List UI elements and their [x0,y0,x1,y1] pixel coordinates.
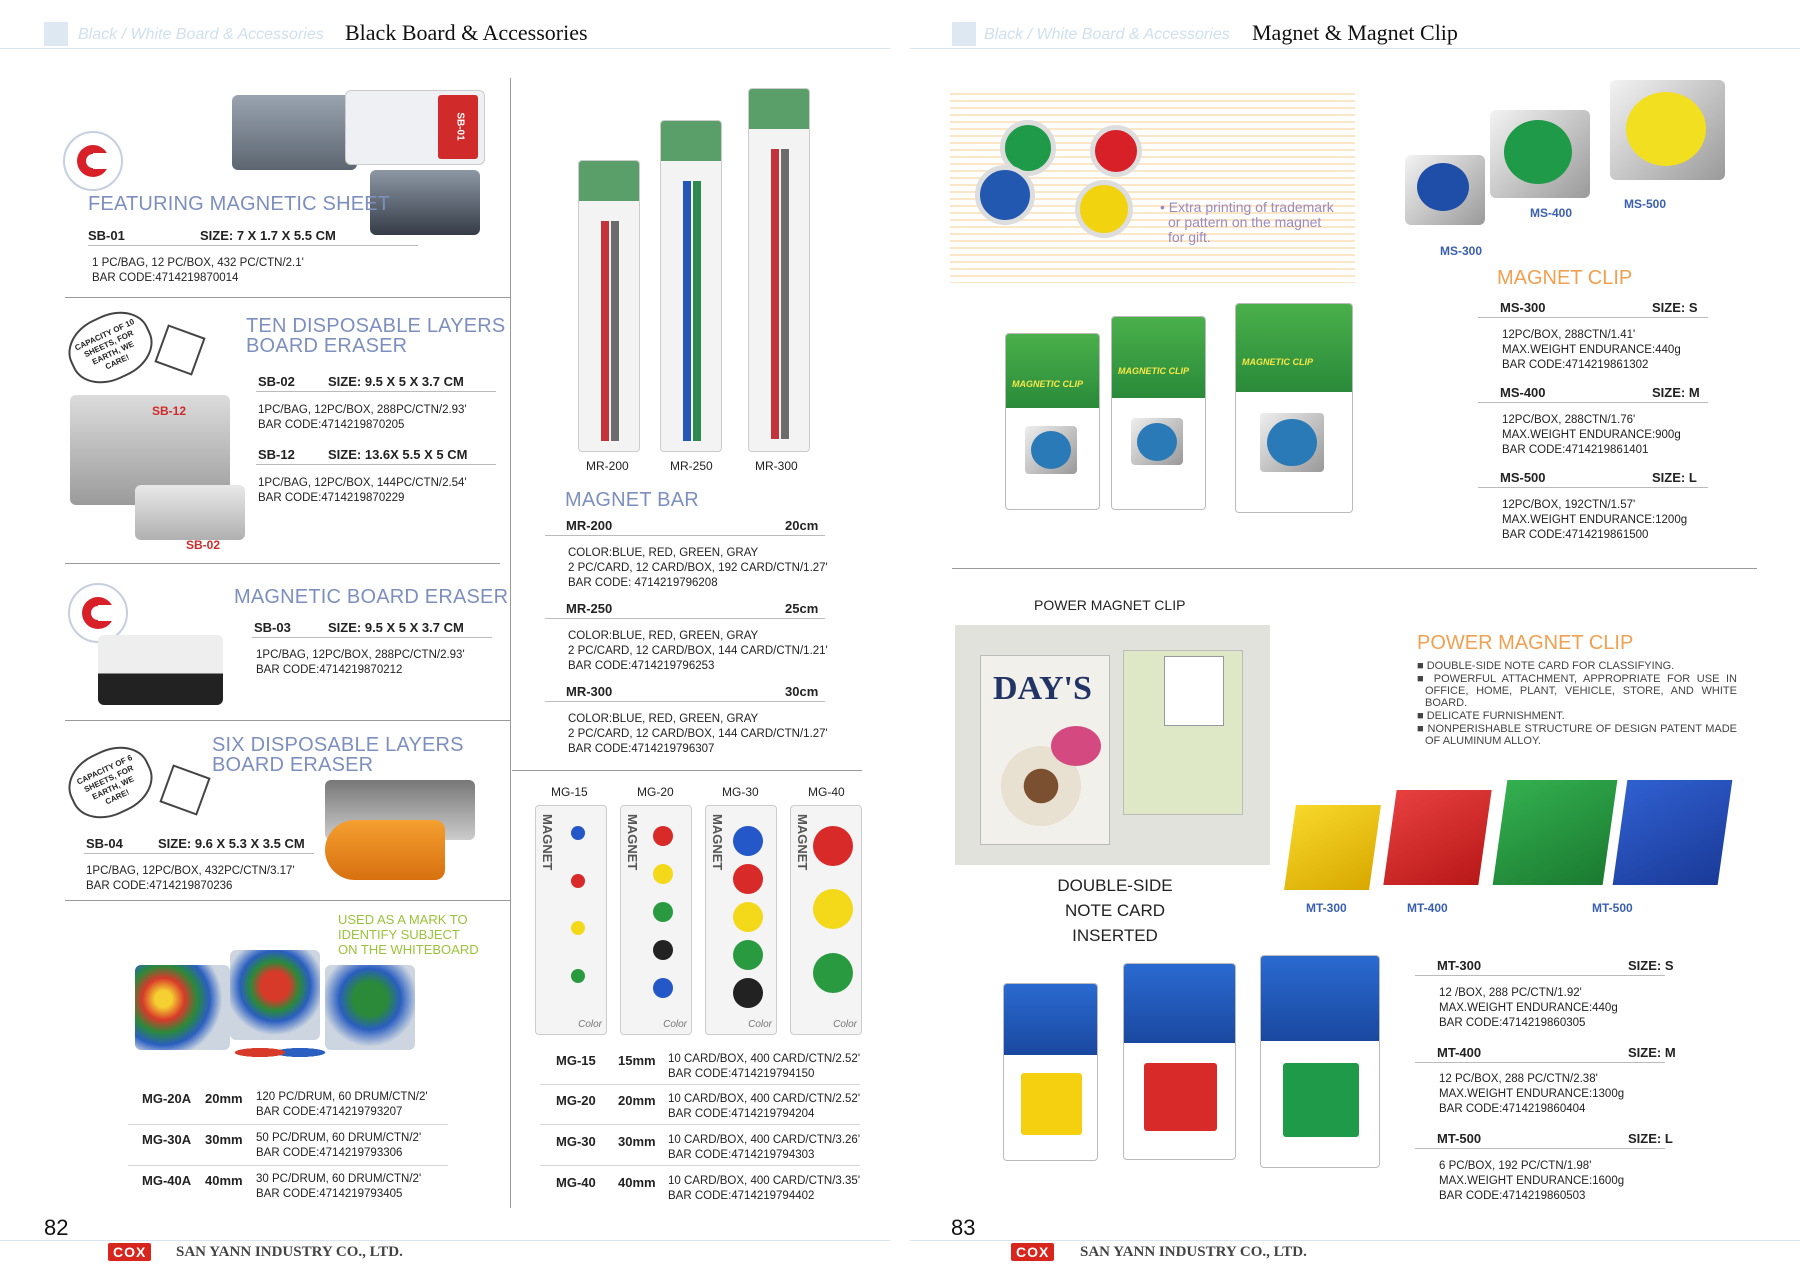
mt500-code: MT-500 [1437,1131,1482,1146]
mr250-size: 25cm [785,601,819,616]
mr300-code: MR-300 [566,684,613,699]
capacity-badge: CAPACITY OF 10 SHEETS, FOR EARTH, WE CARE! [58,300,163,395]
ms300-size: SIZE: S [1652,300,1698,315]
magazine-title: DAY'S [993,670,1092,707]
mg15-photo-label: MG-15 [551,785,588,799]
ms300-clip-photo [1405,155,1485,225]
sb02-eraser-photo [135,485,245,540]
sb04-size: SIZE: 9.6 X 5.3 X 3.5 CM [158,836,305,851]
mg40a-size: 40mm [205,1173,243,1188]
mg40-details: 10 CARD/BOX, 400 CARD/CTN/3.35' BAR CODE:4714219794402 [668,1175,861,1202]
mr200-photo-label: MR-200 [586,459,629,473]
mg-card-word: MAGNET [625,814,640,871]
magnet-dot [733,902,763,932]
mg-card-photo [535,805,607,1035]
section-divider [65,297,510,298]
ms500-size: SIZE: L [1652,470,1697,485]
ms400-clip-photo [1490,110,1590,198]
power-photo-title: POWER MAGNET CLIP [1034,597,1186,613]
section-divider [952,568,1757,569]
drum-note: USED AS A MARK TO IDENTIFY SUBJECT ON THE WHITEBOARD [338,912,479,957]
mt-yellow-clip-photo [1284,805,1381,890]
sb04-details: 1PC/BAG, 12PC/BOX, 432PC/CTN/3.17' BAR CODE:4714219870236 [86,865,295,892]
mg15-details: 10 CARD/BOX, 400 CARD/CTN/2.52' BAR CODE:4714219794150 [668,1053,861,1080]
mg-card-word: MAGNET [540,814,555,871]
sb12-photo-label: SB-12 [152,404,187,418]
mt-green-clip-photo [1493,780,1618,885]
sb03-details: 1PC/BAG, 12PC/BOX, 288PC/CTN/2.93' BAR CODE:4714219870212 [256,649,465,676]
mg-card-photo [705,805,777,1035]
mg30-size: 30mm [618,1134,656,1149]
ms300-details: 12PC/BOX, 288CTN/1.41' MAX.WEIGHT ENDURANCE:440g BAR CODE:4714219861302 [1502,329,1681,371]
footer-company: SAN YANN INDUSTRY CO., LTD. [1080,1244,1307,1260]
mr200-details: COLOR:BLUE, RED, GREEN, GRAY 2 PC/CARD, 12 CARD/BOX, 192 CARD/CTN/1.27' BAR CODE: 4714219796208 [568,547,828,589]
gift-note: • Extra printing of trademark or pattern on the magnet for gift. [1160,199,1334,245]
mg-card-word: MAGNET [710,814,725,871]
mr300-package-photo [748,88,810,452]
magnet-dot [653,940,673,960]
sb02-size: SIZE: 9.5 X 5 X 3.7 CM [328,374,464,389]
ms300-code: MS-300 [1500,300,1546,315]
mg40-code: MG-40 [556,1175,596,1190]
ms500-photo-label: MS-500 [1624,197,1667,211]
header-rule [0,48,890,49]
mt300-photo-label: MT-300 [1306,901,1347,915]
mg15-code: MG-15 [556,1053,596,1068]
magnet-dot [571,826,585,840]
mg40-photo-label: MG-40 [808,785,845,799]
cox-logo: COX [108,1243,151,1261]
mt500-size: SIZE: L [1628,1131,1673,1146]
header-square-icon [952,22,976,46]
ms-package-text: MAGNETIC CLIP [1242,356,1313,367]
power-clip-photo [955,625,1270,865]
ms400-details: 12PC/BOX, 288CTN/1.76' MAX.WEIGHT ENDURANCE:900g BAR CODE:4714219861401 [1502,414,1681,456]
mt300-details: 12 /BOX, 288 PC/CTN/1.92' MAX.WEIGHT ENDURANCE:440g BAR CODE:4714219860305 [1439,987,1618,1029]
power-magnet-clip-title: POWER MAGNET CLIP [1417,632,1634,654]
page-number: 82 [44,1215,69,1240]
magnet-dot [733,940,763,970]
mg40-size: 40mm [618,1175,656,1190]
mt-package-photo [1003,983,1098,1161]
mr200-code: MR-200 [566,518,613,533]
gift-clip-blue [975,165,1035,225]
magnet-dot [733,864,763,894]
sb01-package-label: SB-01 [454,112,466,141]
eraser-sheet-icon [159,764,210,815]
sb02-code: SB-02 [258,374,295,389]
mg20-details: 10 CARD/BOX, 400 CARD/CTN/2.52' BAR CODE:4714219794204 [668,1093,861,1120]
mg20a-code: MG-20A [142,1091,192,1106]
mt-blue-clip-photo [1613,780,1733,885]
magnet-dot [733,826,763,856]
sb04-code: SB-04 [86,836,123,851]
magnet-dot [571,874,585,888]
mg-card-color-label: Color [578,1019,602,1030]
ms500-code: MS-500 [1500,470,1546,485]
sb01-title: FEATURING MAGNETIC SHEET [88,193,391,215]
mg20-size: 20mm [618,1093,656,1108]
section-divider [65,563,500,564]
mr300-photo-label: MR-300 [755,459,798,473]
mg-card-color-label: Color [833,1019,857,1030]
sb12-code: SB-12 [258,447,295,462]
mg20-photo-label: MG-20 [637,785,674,799]
mg30a-size: 30mm [205,1132,243,1147]
mt500-details: 6 PC/BOX, 192 PC/CTN/1.98' MAX.WEIGHT ENDURANCE:1600g BAR CODE:4714219860503 [1439,1160,1625,1202]
mt-red-clip-photo [1383,790,1491,885]
mg20a-size: 20mm [205,1091,243,1106]
mr200-package-photo [578,160,640,452]
mt400-photo-label: MT-400 [1407,901,1448,915]
power-bullets [1417,660,1737,748]
sb12-size: SIZE: 13.6X 5.5 X 5 CM [328,447,468,462]
ms-package-photo [1235,303,1353,513]
mt-package-photo [1260,955,1380,1168]
loose-magnets-photo [230,1040,330,1065]
mg20-code: MG-20 [556,1093,596,1108]
magnet-logo-icon [68,583,128,643]
magnet-dot [813,953,853,993]
mg30a-drum-photo [230,950,320,1040]
mg-card-color-label: Color [748,1019,772,1030]
sb01-package-photo [345,90,485,165]
page-title: Magnet & Magnet Clip [1252,20,1458,45]
ms500-details: 12PC/BOX, 192CTN/1.57' MAX.WEIGHT ENDURANCE:1200g BAR CODE:4714219861500 [1502,499,1688,541]
eraser-sheet-icon [154,324,205,375]
mt400-details: 12 PC/BOX, 288 PC/CTN/2.38' MAX.WEIGHT ENDURANCE:1300g BAR CODE:4714219860404 [1439,1073,1625,1115]
header-subtitle: Black / White Board & Accessories [984,26,1230,43]
sb12-details: 1PC/BAG, 12PC/BOX, 144PC/CTN/2.54' BAR CODE:4714219870229 [258,477,467,504]
sb03-code: SB-03 [254,620,291,635]
magnet-logo-icon [63,131,123,191]
six-layers-title: SIX DISPOSABLE LAYERS BOARD ERASER [212,734,464,776]
section-divider [65,720,510,721]
mg15-size: 15mm [618,1053,656,1068]
power-bullet: ■ DELICATE FURNISHMENT. [1417,710,1565,722]
header-subtitle: Black / White Board & Accessories [78,26,324,43]
ms500-clip-photo [1610,80,1725,180]
power-bullet: ■ POWERFUL ATTACHMENT, APPROPRIATE FOR USE IN OFFICE, HOME, PLANT, VEHICLE, STORE, AND WHITE BOARD. [1417,673,1737,709]
page-number: 83 [951,1215,976,1240]
ten-layers-title: TEN DISPOSABLE LAYERS BOARD ERASER [246,315,506,357]
mr300-details: COLOR:BLUE, RED, GREEN, GRAY 2 PC/CARD, 12 CARD/BOX, 144 CARD/CTN/1.27' BAR CODE:4714219796307 [568,713,828,755]
mt400-code: MT-400 [1437,1045,1482,1060]
ms-package-text: MAGNETIC CLIP [1118,365,1189,376]
ms400-code: MS-400 [1500,385,1546,400]
mg20a-drum-photo [135,965,230,1050]
sb04-eraser-photo-2 [325,820,445,880]
mg40a-details: 30 PC/DRUM, 60 DRUM/CTN/2' BAR CODE:4714219793405 [256,1173,422,1200]
capacity-badge: CAPACITY OF 6 SHEETS, FOR EARTH, WE CARE! [58,735,163,830]
gift-clip-yellow [1075,180,1133,238]
column-divider [510,78,511,1208]
mg40a-drum-photo [325,965,415,1050]
magnet-dot [653,864,673,884]
sb01-code: SB-01 [88,228,125,243]
mg30a-details: 50 PC/DRUM, 60 DRUM/CTN/2' BAR CODE:4714219793306 [256,1132,422,1159]
power-bullet: ■ NONPERISHABLE STRUCTURE OF DESIGN PATENT MADE OF ALUMINUM ALLOY. [1417,723,1737,747]
mr250-details: COLOR:BLUE, RED, GREEN, GRAY 2 PC/CARD, 12 CARD/BOX, 144 CARD/CTN/1.21' BAR CODE:4714219796253 [568,630,828,672]
note-card-caption: DOUBLE-SIDE NOTE CARD INSERTED [1057,876,1173,945]
footer-company: SAN YANN INDUSTRY CO., LTD. [176,1244,403,1260]
magnet-dot [733,978,763,1008]
magnet-bar-title: MAGNET BAR [565,489,699,511]
sb03-eraser-photo [98,635,223,705]
ms400-size: SIZE: M [1652,385,1700,400]
sb02-photo-label: SB-02 [186,538,221,552]
mr250-package-photo [660,120,722,452]
magnet-dot [813,889,853,929]
ms-package-photo [1111,316,1206,510]
sb01-details: 1 PC/BAG, 12 PC/BOX, 432 PC/CTN/2.1' BAR CODE:4714219870014 [92,257,304,284]
sb01-size: SIZE: 7 X 1.7 X 5.5 CM [200,228,336,243]
ms300-photo-label: MS-300 [1440,244,1483,258]
mt-package-photo [1123,963,1236,1160]
sb03-title: MAGNETIC BOARD ERASER [234,586,509,608]
sb03-size: SIZE: 9.5 X 5 X 3.7 CM [328,620,464,635]
mg-card-photo [620,805,692,1035]
mr250-photo-label: MR-250 [670,459,713,473]
magnet-dot [653,978,673,998]
magnet-dot [571,969,585,983]
sb01-eraser-photo [232,95,357,170]
mg30-code: MG-30 [556,1134,596,1149]
power-bullet: ■ DOUBLE-SIDE NOTE CARD FOR CLASSIFYING. [1417,660,1675,672]
section-divider [512,770,862,771]
gift-clip-red [1090,125,1142,177]
cox-logo: COX [1011,1243,1054,1261]
page-title: Black Board & Accessories [345,20,588,45]
header-square-icon [44,22,68,46]
mr200-size: 20cm [785,518,819,533]
magnet-dot [571,921,585,935]
mt300-size: SIZE: S [1628,958,1674,973]
sb02-details: 1PC/BAG, 12PC/BOX, 288PC/CTN/2.93' BAR CODE:4714219870205 [258,404,467,431]
mg20a-details: 120 PC/DRUM, 60 DRUM/CTN/2' BAR CODE:4714219793207 [256,1091,428,1118]
mt400-size: SIZE: M [1628,1045,1676,1060]
mg30a-code: MG-30A [142,1132,192,1147]
magnet-dot [653,826,673,846]
magnet-dot [653,902,673,922]
mr250-code: MR-250 [566,601,613,616]
section-divider [65,900,510,901]
mg40a-code: MG-40A [142,1173,192,1188]
mg-card-word: MAGNET [795,814,810,871]
ms-package-text: MAGNETIC CLIP [1012,378,1083,389]
magnet-dot [813,826,853,866]
mg-card-photo [790,805,862,1035]
ms400-photo-label: MS-400 [1530,206,1573,220]
ms-package-photo [1005,333,1100,510]
mg30-details: 10 CARD/BOX, 400 CARD/CTN/3.26' BAR CODE:4714219794303 [668,1134,861,1161]
mg30-photo-label: MG-30 [722,785,759,799]
mt500-photo-label: MT-500 [1592,901,1633,915]
mg-card-color-label: Color [663,1019,687,1030]
mt300-code: MT-300 [1437,958,1482,973]
mr300-size: 30cm [785,684,819,699]
magnet-clip-title: MAGNET CLIP [1497,267,1633,289]
